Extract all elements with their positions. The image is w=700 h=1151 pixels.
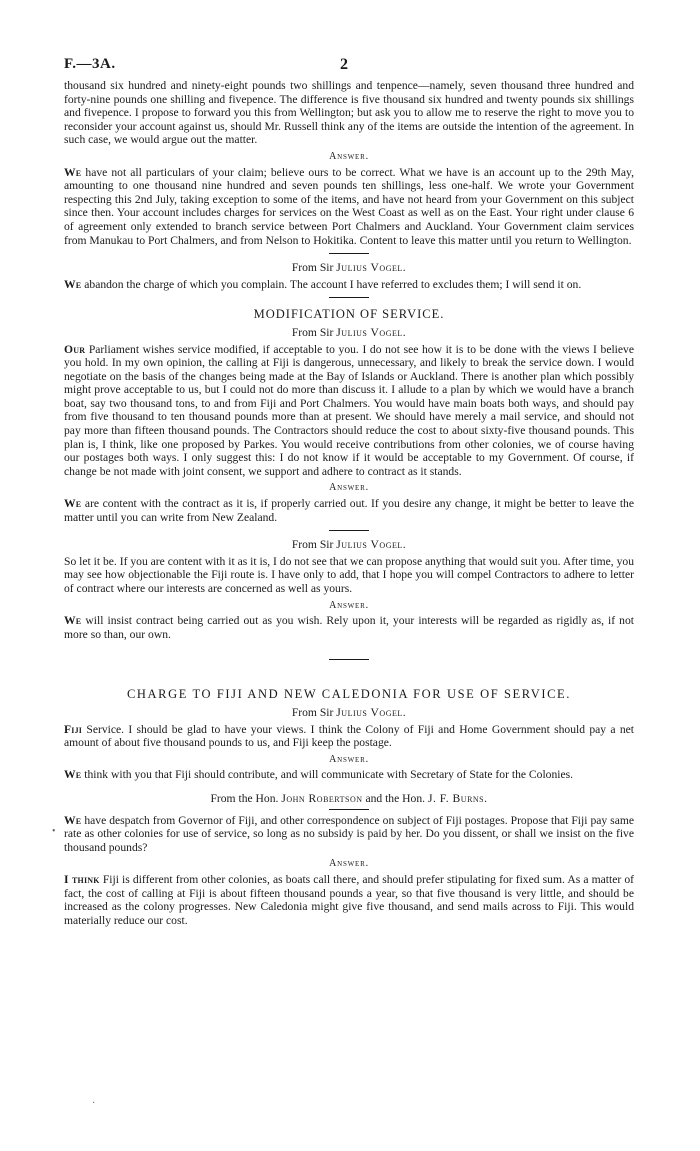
sender-name: John Robertson xyxy=(281,791,363,805)
sender-name: Julius Vogel. xyxy=(336,325,407,339)
sender-heading xyxy=(64,792,634,806)
divider-rule xyxy=(329,809,369,810)
paragraph-lead: We xyxy=(64,165,82,179)
sender-name: Julius Vogel. xyxy=(336,538,407,552)
paragraph-lead: Our xyxy=(64,342,86,356)
document-body xyxy=(64,79,634,927)
paragraph-lead: I think xyxy=(64,872,100,886)
answer-paragraph xyxy=(64,873,634,927)
sender-heading xyxy=(64,706,634,720)
answer-paragraph xyxy=(64,166,634,248)
divider-rule xyxy=(329,297,369,298)
paragraph-text: Fiji is different from other colonies, as boats call there, and should prefer stipulating for fixed sum. As a matter of fact, the cost of calling at Fiji is about fifteen thousand pounds a year, so that five thousand is very little, and should be increased as the colony progresses. New Caledonia might give five thousand, and send mails across to Fiji. This would materially reduce our cost. xyxy=(64,872,634,927)
sender-name: Julius Vogel. xyxy=(336,705,407,719)
document-reference: F.—3A. xyxy=(64,56,116,72)
paragraph-text: are content with the contract as it is, if properly carried out. If you desire any change, it might be better to leave the matter until you can write from New Zealand. xyxy=(64,497,634,524)
page-number: 2 xyxy=(340,56,348,73)
divider-rule xyxy=(329,530,369,531)
message-paragraph xyxy=(64,343,634,479)
paragraph-text: abandon the charge of which you complain. The account I have referred to excludes them; I will send it on. xyxy=(84,277,582,291)
sender-heading xyxy=(64,261,634,275)
answer-heading: Answer. xyxy=(329,482,369,494)
message-paragraph xyxy=(64,278,634,292)
answer-paragraph xyxy=(64,768,634,782)
sender-prefix: From Sir xyxy=(291,325,334,339)
sender-heading xyxy=(64,538,634,552)
paragraph-text: have despatch from Governor of Fiji, and other correspondence on subject of Fiji postages. Propose that Fiji pay same rate as other colonies for use of service, so long as no subsidy is paid by her. Do you dissent, or shall we insist on the five thousand pounds? xyxy=(64,813,634,854)
paragraph-text: think with you that Fiji should contribute, and will communicate with Secretary of State for the Colonies. xyxy=(84,768,574,782)
sender-prefix: From Sir xyxy=(291,538,334,552)
paragraph-lead: We xyxy=(64,277,82,291)
paragraph-lead: We xyxy=(64,813,82,827)
paragraph-lead: We xyxy=(64,614,82,628)
answer-heading: Answer. xyxy=(329,599,369,611)
divider-rule xyxy=(329,659,369,660)
intro-paragraph: thousand six hundred and ninety-eight pounds two shillings and tenpence—namely, seven thousand three hundred and forty-nine pounds one shilling and fivepence. The difference is five thousand six hundred and twenty pounds six shillings and fivepence. I propose to forward you this from Wellington; but ask you to allow me to reserve the right to move you to reconsider your account against us, should Mr. Russell think any of the items are outside the intention of the agreement. In such case, we would argue out the matter. xyxy=(64,79,634,147)
margin-mark: · xyxy=(92,1098,96,1109)
message-paragraph xyxy=(64,814,634,855)
divider-rule xyxy=(329,253,369,254)
paragraph-lead: We xyxy=(64,497,82,511)
answer-heading: Answer. xyxy=(329,150,369,162)
paragraph-text: will insist contract being carried out as you wish. Rely upon it, your interests will be regarded as rigidly as, if not more so than, our own. xyxy=(64,614,634,641)
answer-heading: Answer. xyxy=(329,858,369,870)
paragraph-text: Parliament wishes service modified, if acceptable to you. I do not see how it is to be done with the views I believe you hold. In my own opinion, the calling at Fiji is dangerous, unnecessary, and likely to break the service down. I would negotiate on the basis of the changes being made at the Bay of Islands or Auckland. There is another plan which possibly might prove acceptable to us, but I could not do more than discuss it. I allude to a plan by which we would have a branch boat, say two thousand tons, to and from Fiji and Port Chalmers. You would have main boats both ways, and should pay from five thousand to ten thousand pounds more than at present. We should have merely a mail service, and should not pay more than fifteen thousand pounds. The Contractors should reduce the cost to about sixty-five thousand pounds. This plan is, I think, like one proposed by Parkes. You would receive contributions from other colonies, we of course having our postages both ways. I only suggest this: I do not know if it would be acceptable to my Government. Of course, if change be not made with joint consent, we support and adhere to contract as it stands. xyxy=(64,342,634,478)
section-title: CHARGE TO FIJI AND NEW CALEDONIA FOR USE OF SERVICE. xyxy=(126,687,572,702)
sender-prefix: From Sir xyxy=(291,705,334,719)
sender-joiner: and the Hon. xyxy=(365,791,426,805)
answer-heading: Answer. xyxy=(329,753,369,765)
sender-name: J. F. Burns. xyxy=(427,791,488,805)
sender-prefix: From Sir xyxy=(291,261,334,275)
section-title: MODIFICATION OF SERVICE. xyxy=(253,307,445,322)
answer-paragraph xyxy=(64,614,634,641)
paragraph-text: have not all particulars of your claim; believe ours to be correct. What we have is an account up to the 29th May, amounting to one thousand nine hundred and seven pounds ten shillings, less one-half. We wrote your Government respecting this 2nd July, taking exception to some of the items, and have not heard from your Government on this subject since then. Your account includes charges for services on the West Coast as well as on the East. Your right under clause 6 of agreement only extended to branch service between Port Chalmers and Auckland. Your Government claim services from Manukau to Port Chalmers, and from Nelson to Hokitika. Content to leave this matter until you return to Wellington. xyxy=(64,165,634,247)
answer-paragraph xyxy=(64,497,634,524)
paragraph-lead: Fiji xyxy=(64,722,83,736)
sender-prefix: From the Hon. xyxy=(210,791,279,805)
margin-mark: • xyxy=(52,826,56,837)
sender-name: Julius Vogel. xyxy=(336,261,407,275)
message-paragraph: So let it be. If you are content with it as it is, I do not see that we can propose anything that would suit you. After time, you may see how objectionable the Fiji route is. I have only to add, that I hope you will compel Contractors to adhere to letter of contract where our interests are concerned as well as yours. xyxy=(64,554,634,595)
message-paragraph xyxy=(64,723,634,750)
paragraph-text: Service. I should be glad to have your views. I think the Colony of Fiji and Home Government should pay a net amount of about five thousand pounds to us, and Fiji keep the postage. xyxy=(64,722,634,750)
sender-heading xyxy=(64,326,634,340)
paragraph-lead: We xyxy=(64,768,82,782)
